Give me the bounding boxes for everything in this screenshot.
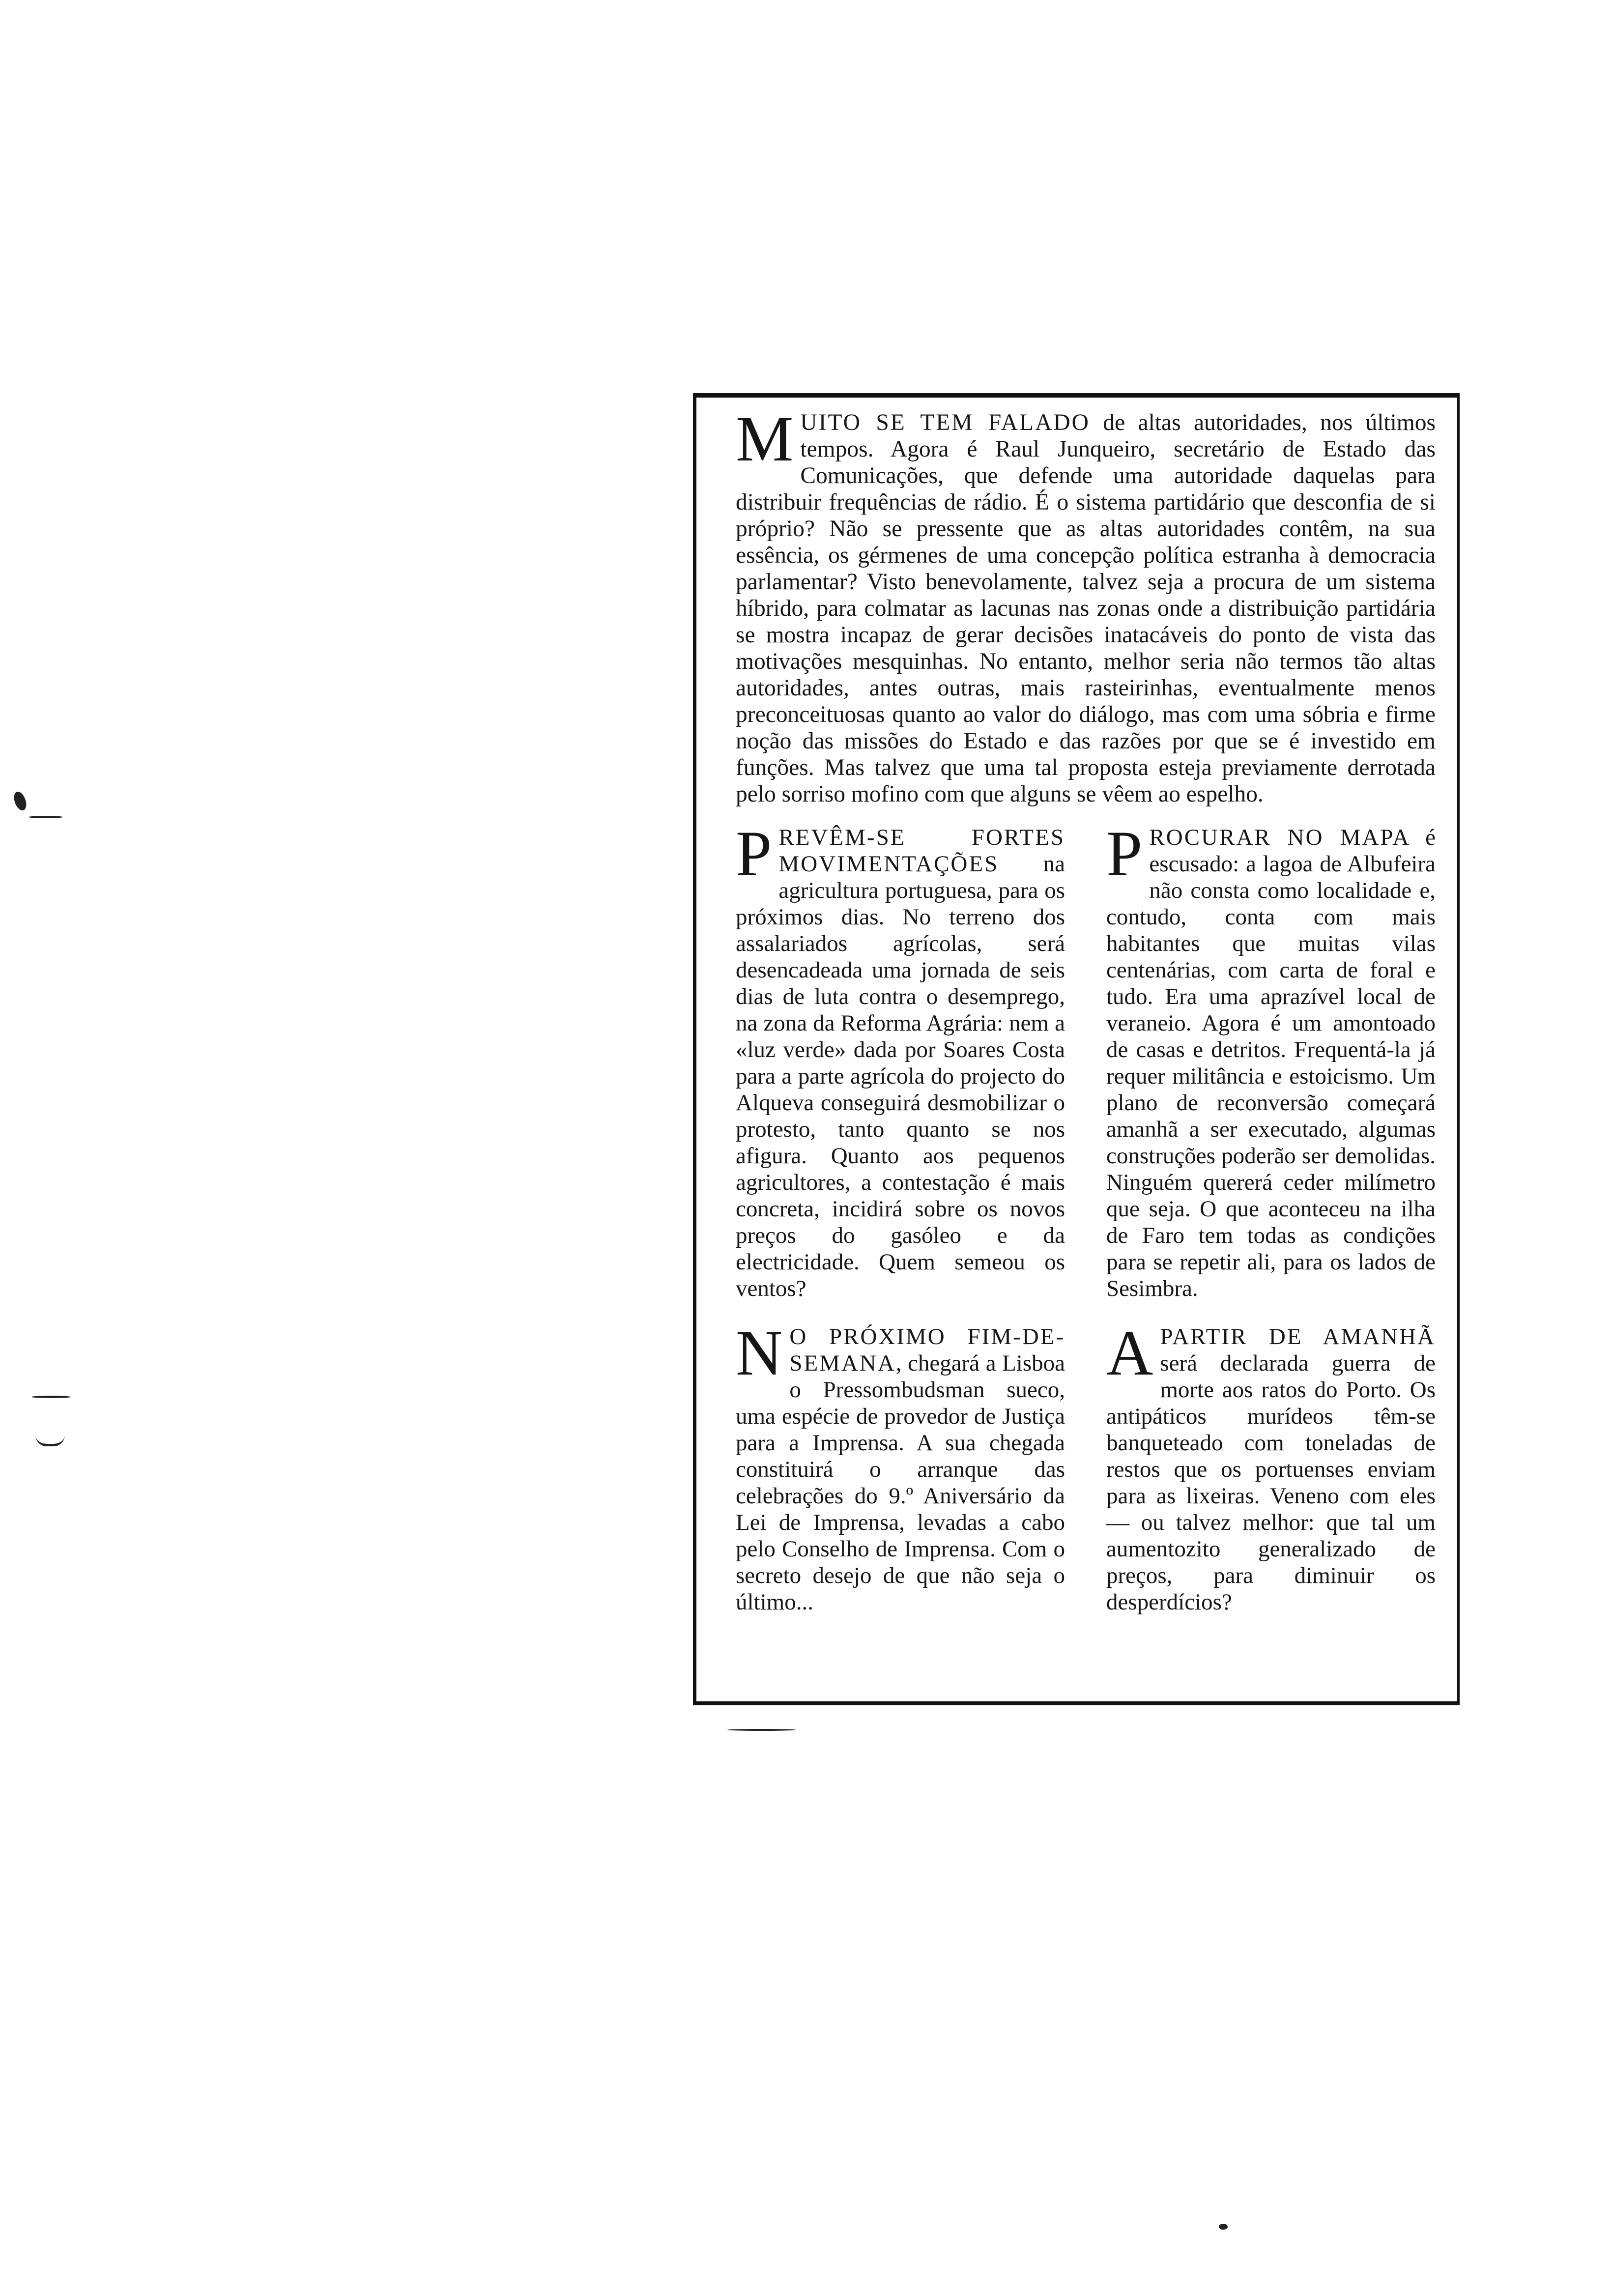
article-body: é escusado: a lagoa de Albufeira não consta como localidade e, contudo, conta com mais habitantes que muitas vilas centenárias, com carta de foral e tudo. Era uma aprazível local de veraneio. Agora é um amontoado de casas e detritos. Frequentá-la já requer militância e estoicismo. Um plano de reconversão começará amanhã a ser executado, algumas construções poderão ser demolidas. Ninguém quererá ceder milímetro que seja. O que aconteceu na ilha de Faro tem todas as condições para se repetir ali, para os lados de Sesimbra. [1106, 825, 1436, 1301]
article-altas-autoridades [736, 402, 1436, 807]
scan-mark [29, 816, 63, 818]
article-body: será declarada guerra de morte aos ratos do Porto. Os antipáticos murídeos têm-se banqueteado com toneladas de restos que os portuenses enviam para as lixeiras. Veneno com eles — ou talvez melhor: que tal um aumentozito generalizado de preços, para diminuir os desperdícios? [1106, 1350, 1436, 1615]
article-lead: PARTIR DE AMANHÃ [1160, 1324, 1436, 1349]
article-lead: UITO SE TEM FALADO [800, 410, 1090, 435]
article-pressombudsman [736, 1317, 1065, 1615]
article-lead: REVÊM-SE FORTES MOVIMENTAÇÕES [778, 825, 1065, 877]
scan-mark [727, 1729, 796, 1731]
article-lead: O PRÓXIMO FIM-DE-SEMANA [789, 1324, 1065, 1376]
article-agricultura [736, 817, 1065, 1302]
left-column [736, 817, 1065, 1615]
newspaper-clipping [693, 393, 1460, 1705]
two-column-section [736, 817, 1436, 1615]
drop-cap: N [736, 1317, 783, 1389]
scan-mark [31, 1396, 71, 1398]
drop-cap: M [736, 402, 794, 475]
scan-mark [12, 790, 29, 812]
article-lagoa-albufeira [1106, 817, 1436, 1302]
article-ratos-porto [1106, 1317, 1436, 1615]
drop-cap: P [1106, 817, 1143, 890]
scan-mark [35, 1435, 65, 1446]
scan-mark [1219, 2224, 1228, 2230]
article-body: na agricultura portuguesa, para os próximos dias. No terreno dos assalariados agrícolas, será desencadeada uma jornada de seis dias de luta contra o desemprego, na zona da Reforma Agrária: nem a «luz verde» dada por Soares Costa para a parte agrícola do projecto do Alqueva conseguirá desmobilizar o protesto, tanto quanto se nos afigura. Quanto aos pequenos agricultores, a contestação é mais concreta, incidirá sobre os novos preços do gasóleo e da electricidade. Quem semeou os ventos? [736, 851, 1065, 1301]
article-lead: ROCURAR NO MAPA [1149, 825, 1411, 850]
drop-cap: A [1106, 1317, 1153, 1389]
article-body: de altas autoridades, nos últimos tempos. Agora é Raul Junqueiro, secretário de Estado das Comunicações, que defende uma autoridade daquelas para distribuir frequências de rádio. É o sistema partidário que desconfia de si próprio? Não se pressente que as altas autoridades contêm, na sua essência, os gérmenes de uma concepção política estranha à democracia parlamentar? Visto benevolamente, talvez seja a procura de um sistema híbrido, para colmatar as lacunas nas zonas onde a distribuição partidária se mostra incapaz de gerar decisões inatacáveis do ponto de vista das motivações mesquinhas. No entanto, melhor seria não termos tão altas autoridades, antes outras, mais rasteirinhas, eventualmente menos preconceituosas quanto ao valor do diálogo, mas com uma sóbria e firme noção das missões do Estado e das razões por que se é investido em funções. Mas talvez que uma tal proposta esteja previamente derrotada pelo sorriso mofino com que alguns se vêem ao espelho. [736, 410, 1436, 807]
article-body: , chegará a Lisboa o Pressombudsman sueco, uma espécie de provedor de Justiça para a Imprensa. A sua chegada constituirá o arranque das celebrações do 9.º Aniversário da Lei de Imprensa, levadas a cabo pelo Conselho de Imprensa. Com o secreto desejo de que não seja o último... [736, 1350, 1065, 1615]
drop-cap: P [736, 817, 772, 890]
right-column [1106, 817, 1436, 1615]
